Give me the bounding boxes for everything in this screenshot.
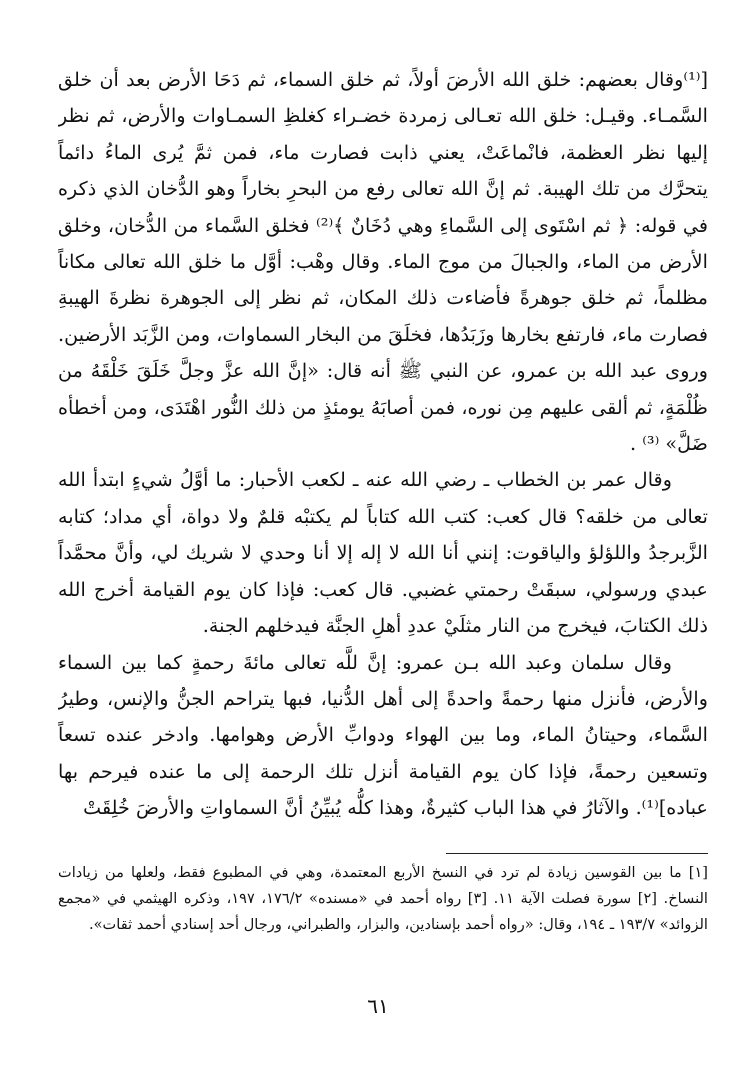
paragraph-1: [⁽¹⁾وقال بعضهم: خلق الله الأرضَ أولاً، ثم خلق السماء، ثم دَحَا الأرض بعد أن خلق السَّمـاء. وقيـل: خلق الله تعـالى زمردة خضـراء كغلظِ السمـاوات والأرض، ثم نظر إليها نظر العظمة، فانْماعَتْ، يعني ذابت فصارت ماء، فمن ثمَّ يُرى الماءُ دائماً يتحرَّك من تلك الهيبة. ثم إنَّ الله تعالى رفع من البحرِ بخاراً وهو الدُّخان الذي ذكره في قوله: ﴿ ثم اسْتَوى إلى السَّماءِ وهي دُخَانٌ ﴾⁽²⁾ فخلق السَّماء من الدُّخان، وخلق الأرض من الماء، والجبالَ من موج الماء. وقال وهْب: أوَّل ما خلق الله تعالى مكاناً مظلماً، ثم خلق جوهرةً فأضاءت ذلك المكان، ثم نظر إلى الجوهرة نظرةَ الهيبةِ فصارت ماء، فارتفع بخارها وزَبَدُها، فخلَقَ من البخار السماوات، ومن الزَّبَد الأرضين. وروى عبد الله بن عمرو، عن النبي ﷺ أنه قال: «إنَّ الله عزَّ وجلَّ خَلَقَ خَلْقَهُ من ظُلْمَةٍ، ثم ألقى عليهم مِن نوره، فمن أصابَهُ يومئذٍ من ذلك النُّور اهْتَدَى، ومن أخطأه ضَلَّ» ⁽³⁾ . — [58, 68, 708, 456]
paragraph-3: وقال سلمان وعبد الله بـن عمرو: إنَّ للَّه تعالى مائةَ رحمةٍ كما بين السماء والأرض، فأنزل منها رحمةً واحدةً إلى أهل الدُّنيا، فبها يتراحم الجنُّ والإنس، وطيرُ السَّماء، وحيتانُ الماء، وما بين الهواء ودوابِّ الأرض وهوامها. وادخر عنده تسعاً وتسعين رحمةً، فإذا كان يوم القيامة أنزل تلك الرحمة إلى ما عنده فيرحم بها عباده]⁽¹⁾. والآثارُ في هذا الباب كثيرةٌ، وهذا كلُّه يُبيِّنُ أنَّ السماواتِ والأرضَ خُلِقَتْ — [58, 650, 708, 820]
footnote-block: [١] ما بين القوسين زيادة لم ترد في النسخ الأربع المعتمدة، وهي في المطبوع فقط، ولعلها من زيادات النساخ. [٢] سورة فصلت الآية ١١. [٣] رواه أحمد في «مسنده» ١٧٦/٢، ١٩٧، وذكره الهيثمي في «مجمع الزوائد» ١٩٣/٧ ـ ١٩٤، وقال: «رواه أحمد بإسنادين، والبزار، والطبراني، ورجال أحد إسنادي أحمد ثقات». — [58, 864, 708, 933]
page-number: ٦١ — [367, 994, 389, 1018]
footnote-separator — [446, 853, 708, 854]
paragraph-2: وقال عمر بن الخطاب ـ رضي الله عنه ـ لكعب الأحبار: ما أوَّلُ شيءٍ ابتدأ الله تعالى من خلقه؟ قال كعب: كتب الله كتاباً لم يكتبْه قلمٌ ولا دواة، أي مداد؛ كتابه الزَّبرجدُ واللؤلؤ والياقوت: إنني أنا الله لا إله إلا أنا وحدي لا شريك لي، وأنَّ محمَّداً عبدي ورسولي، سبقَتْ رحمتي غضبي. قال كعب: فإذا كان يوم القيامة أخرج الله ذلك الكتابَ، فيخرج من النار مثلَيْ عددِ أهلِ الجنَّة فيدخلهم الجنة. — [58, 468, 708, 638]
footnotes — [58, 860, 708, 990]
main-text — [58, 62, 708, 832]
